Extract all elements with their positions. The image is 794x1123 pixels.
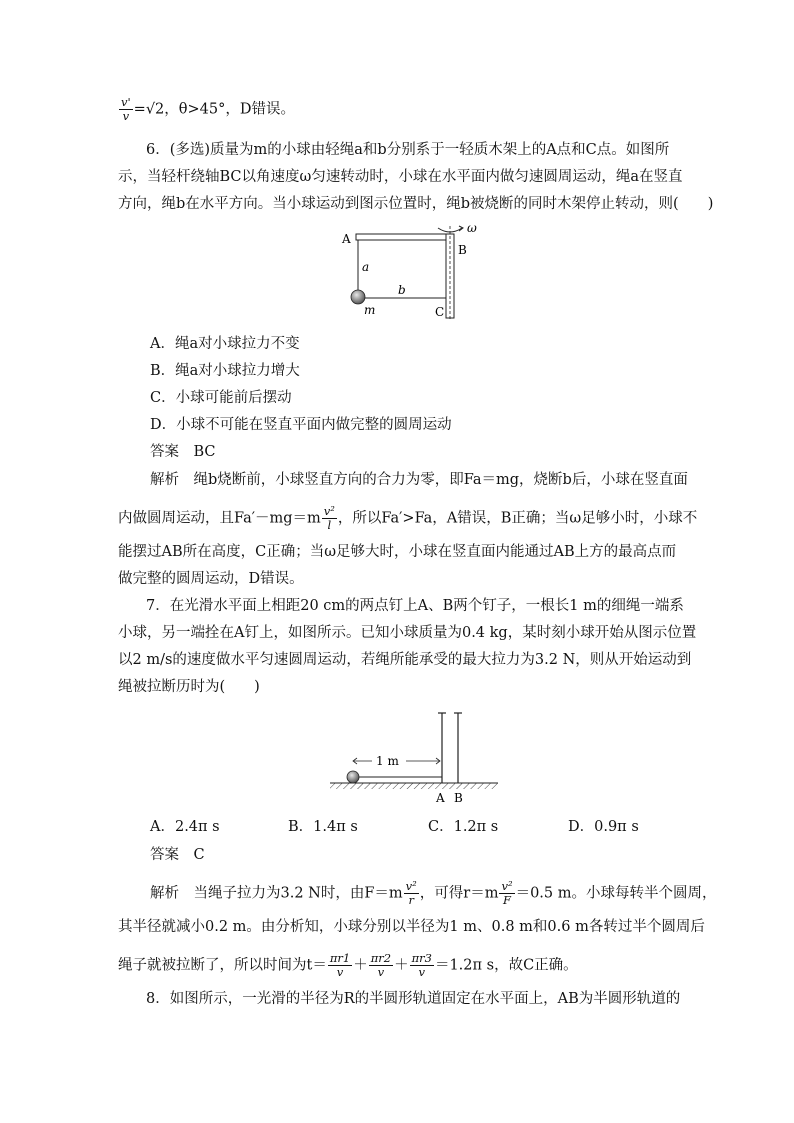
q6-option-d: D．小球不可能在竖直平面内做完整的圆周运动 <box>150 417 452 433</box>
label-a: a <box>362 260 370 274</box>
q7-answer: 答案 C <box>150 847 205 863</box>
q8-line1: 8．如图所示，一光滑的半径为R的半圆形轨道固定在水平面上，AB为半圆形轨道的 <box>146 991 681 1007</box>
q7-option-d: D．0.9π s <box>568 819 639 835</box>
q7-line3: 以2 m/s的速度做水平匀速圆周运动，若绳所能承受的最大拉力为3.2 N，则从开始运动到 <box>118 652 692 668</box>
q6-analysis-line4: 做完整的圆周运动，D错误。 <box>118 571 304 587</box>
label-omega: ω <box>467 222 477 235</box>
q6-line1: 6．(多选)质量为m的小球由轻绳a和b分别系于一轻质木架上的A点和C点。如图所 <box>146 142 670 158</box>
q7-analysis-line1: 解析 当绳子拉力为3.2 N时，由F＝m $\frac{\text{v²}}{r}$ ，可得r＝m $\frac{\text{v²}}{F}$ ＝0.5 m。小球每转半个圆周， <box>150 879 717 907</box>
fraction: $\frac{\pi r3}{v}$ <box>411 951 432 979</box>
label-C: C <box>435 305 445 319</box>
q6-line3: 方向，绳b在水平方向。当小球运动到图示位置时，绳b被烧断的同时木架停止转动，则( ) <box>118 196 714 212</box>
q7-analysis-line3: 绳子就被拉断了，所以时间为t＝ $\frac{\pi r1}{v}$ ＋ $\frac{\pi r2}{v}$ ＋ $\frac{\pi r3}{v}$ ＝1.2π s，故C正确。 <box>118 951 578 979</box>
q6-option-c: C．小球可能前后摆动 <box>150 390 292 406</box>
q6-line2: 示，当轻杆绕轴BC以角速度ω匀速转动时，小球在水平面内做匀速圆周运动，绳a在竖直 <box>118 169 683 185</box>
fraction: $\frac{\text{v²}}{r}$ <box>405 879 417 907</box>
q7-figure <box>328 705 500 810</box>
q6-answer: 答案 BC <box>150 444 216 460</box>
ball <box>351 290 365 304</box>
label-B: B <box>454 791 463 805</box>
q7-line2: 小球，另一端拴在A钉上，如图所示。已知小球质量为0.4 kg，某时刻小球开始从图示位置 <box>118 625 697 641</box>
label-B: B <box>458 243 467 257</box>
q7-option-c: C．1.2π s <box>428 819 499 835</box>
ball <box>347 771 359 783</box>
top-fragment: $\frac{v'}{v}$ =√2，θ>45°，D错误。 <box>121 95 295 123</box>
fraction: $\frac{\text{v²}}{l}$ <box>323 504 335 532</box>
q6-analysis-line3: 能摆过AB所在高度，C正确；当ω足够大时，小球在竖直面内能通过AB上方的最高点而 <box>118 544 677 560</box>
q6-analysis-line2: 内做圆周运动，且Fa′－mg＝m $\frac{\text{v²}}{l}$ ，所以Fa′>Fa，A错误，B正确；当ω足够小时，小球不 <box>118 504 698 532</box>
fraction: $\frac{\pi r2}{v}$ <box>370 951 392 979</box>
q6-figure <box>338 222 488 322</box>
label-length: 1 m <box>376 754 399 768</box>
label-b: b <box>398 283 406 297</box>
q7-line4: 绳被拉断历时为( ) <box>118 679 260 695</box>
label-A: A <box>342 232 351 246</box>
q6-option-a: A．绳a对小球拉力不变 <box>150 336 300 352</box>
fraction: $\frac{\text{v²}}{F}$ <box>501 879 513 907</box>
fraction: $\frac{\pi r1}{v}$ <box>329 951 351 979</box>
fraction: $\frac{v'}{v}$ <box>121 95 131 123</box>
q6-analysis-line1: 解析 绳b烧断前，小球竖直方向的合力为零，即Fa＝mg，烧断b后，小球在竖直面 <box>150 472 688 488</box>
q7-option-a: A．2.4π s <box>150 819 220 835</box>
q7-line1: 7．在光滑水平面上相距20 cm的两点钉上A、B两个钉子，一根长1 m的细绳一端系 <box>146 598 684 614</box>
q7-option-b: B．1.4π s <box>288 819 358 835</box>
q7-analysis-line2: 其半径就减小0.2 m。由分析知，小球分别以半径为1 m、0.8 m和0.6 m各转过半个圆周后 <box>118 919 705 935</box>
label-m: m <box>364 303 376 317</box>
q6-option-b: B．绳a对小球拉力增大 <box>150 363 300 379</box>
label-A: A <box>436 791 445 805</box>
